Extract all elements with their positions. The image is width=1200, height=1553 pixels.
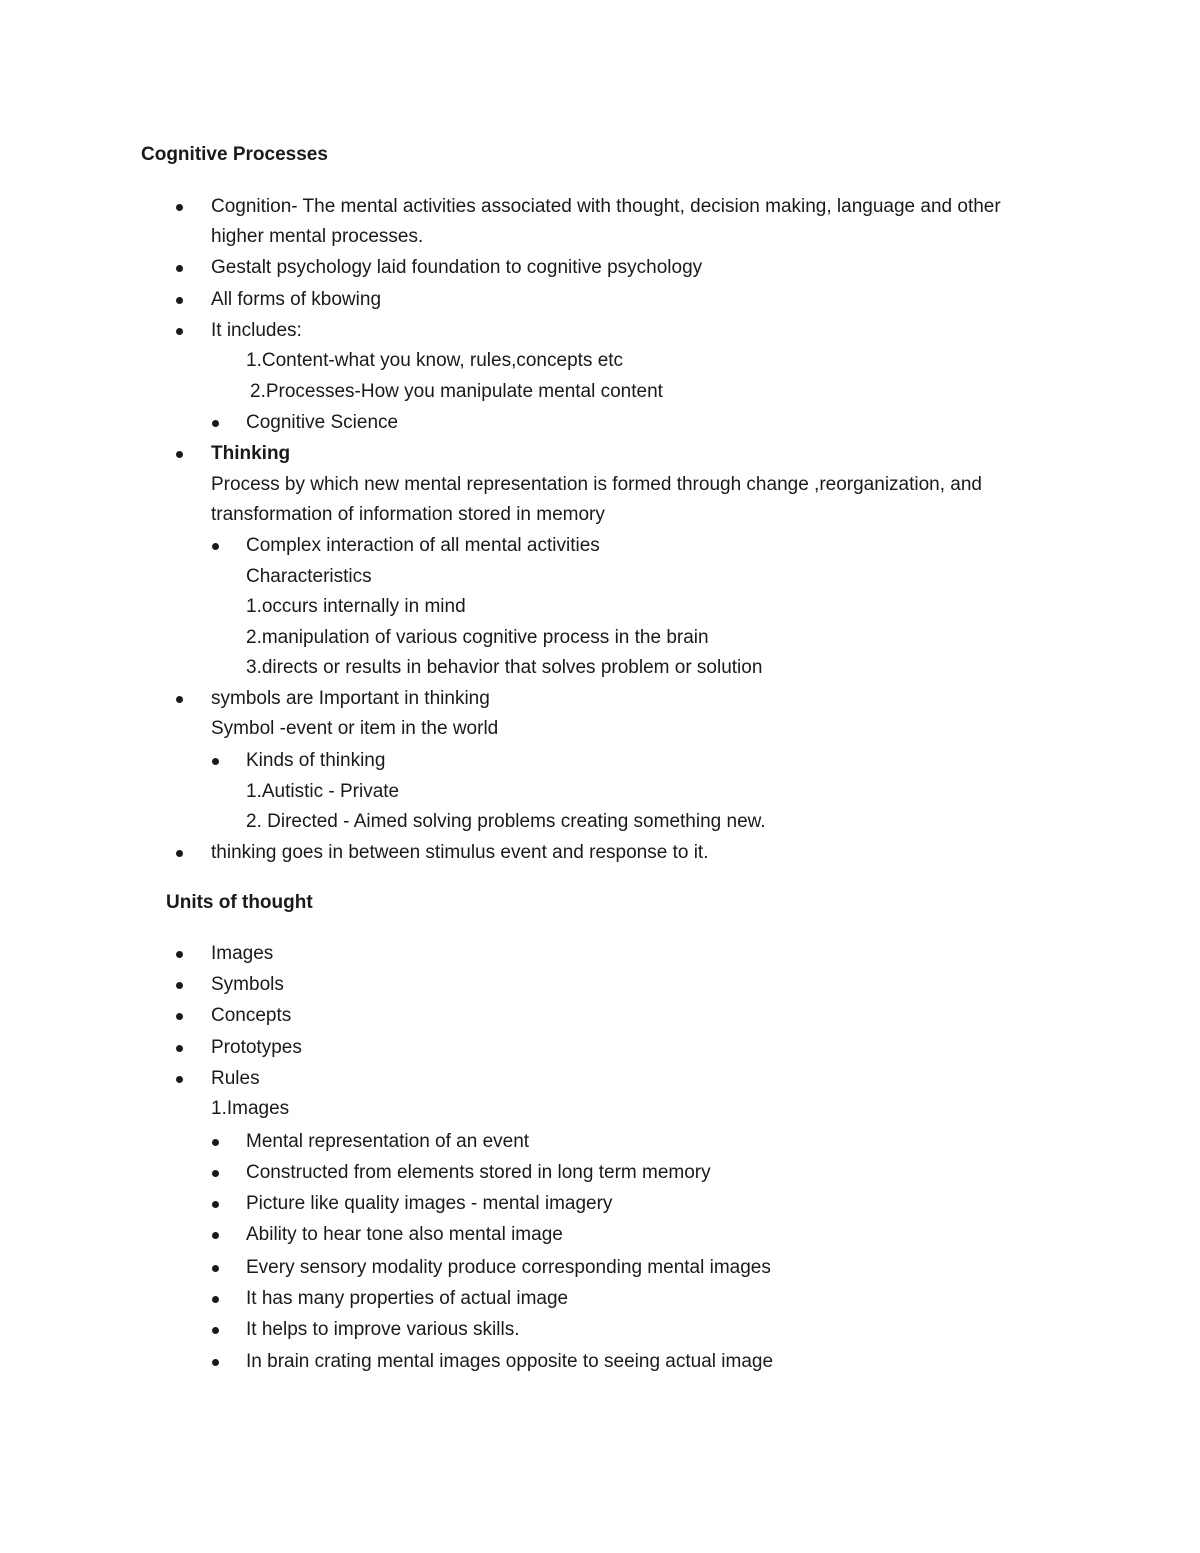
list-item: Ability to hear tone also mental image: [246, 1224, 563, 1245]
subheading-thinking: Thinking: [211, 443, 291, 464]
list-item: Constructed from elements stored in long term memory: [246, 1162, 711, 1183]
bullet: [212, 1327, 219, 1334]
list-item: Images: [211, 943, 274, 964]
bullet: [212, 1265, 219, 1272]
text-line: Process by which new mental representation is formed through change ,reorganization, and: [211, 474, 982, 495]
list-item: It has many properties of actual image: [246, 1288, 569, 1309]
list-item: Prototypes: [211, 1037, 302, 1058]
text-line: Characteristics: [246, 566, 372, 587]
list-item: Concepts: [211, 1005, 292, 1026]
numbered-item: 2.manipulation of various cognitive process in the brain: [246, 627, 709, 648]
bullet: [212, 1359, 219, 1366]
bullet: [212, 758, 219, 765]
numbered-item: 1.Content-what you know, rules,concepts etc: [246, 350, 624, 371]
numbered-item: 1.occurs internally in mind: [246, 596, 466, 617]
text-line: Complex interaction of all mental activities: [246, 535, 600, 556]
text-line: symbols are Important in thinking: [211, 688, 490, 709]
bullet: [176, 850, 183, 857]
bullet: [212, 543, 219, 550]
text-line: transformation of information stored in memory: [211, 504, 605, 525]
list-item: Mental representation of an event: [246, 1131, 530, 1152]
bullet: [176, 1076, 183, 1083]
text-line: thinking goes in between stimulus event and response to it.: [211, 842, 709, 863]
text-line: Symbol -event or item in the world: [211, 718, 499, 739]
bullet: [176, 265, 183, 272]
bullet: [212, 1296, 219, 1303]
list-item: Rules: [211, 1068, 260, 1089]
text-line: Gestalt psychology laid foundation to cognitive psychology: [211, 257, 703, 278]
numbered-item: 1.Autistic - Private: [246, 781, 400, 802]
bullet: [176, 328, 183, 335]
list-item: Every sensory modality produce corresponding mental images: [246, 1257, 771, 1278]
bullet: [176, 951, 183, 958]
text-line: All forms of kbowing: [211, 289, 382, 310]
heading-cognitive-processes: Cognitive Processes: [141, 144, 328, 165]
list-item: It helps to improve various skills.: [246, 1319, 520, 1340]
list-item: Picture like quality images - mental imagery: [246, 1193, 613, 1214]
numbered-item: 2. Directed - Aimed solving problems creating something new.: [246, 811, 766, 832]
numbered-item: 3.directs or results in behavior that solves problem or solution: [246, 657, 763, 678]
numbered-item: 2.Processes-How you manipulate mental content: [250, 381, 663, 402]
heading-units-of-thought: Units of thought: [166, 892, 313, 913]
bullet: [212, 1232, 219, 1239]
bullet: [176, 204, 183, 211]
bullet: [212, 1139, 219, 1146]
text-line: Kinds of thinking: [246, 750, 386, 771]
list-item: Symbols: [211, 974, 284, 995]
bullet: [176, 451, 183, 458]
bullet: [176, 1045, 183, 1052]
bullet: [176, 1013, 183, 1020]
bullet: [212, 1201, 219, 1208]
text-line: Cognitive Science: [246, 412, 399, 433]
text-line: Cognition- The mental activities associated with thought, decision making, language and other: [211, 196, 1001, 217]
bullet: [212, 420, 219, 427]
numbered-item: 1.Images: [211, 1098, 290, 1119]
bullet: [176, 696, 183, 703]
list-item: In brain crating mental images opposite to seeing actual image: [246, 1351, 774, 1372]
bullet: [176, 297, 183, 304]
text-line: higher mental processes.: [211, 226, 424, 247]
bullet: [176, 982, 183, 989]
bullet: [212, 1170, 219, 1177]
text-line: It includes:: [211, 320, 302, 341]
